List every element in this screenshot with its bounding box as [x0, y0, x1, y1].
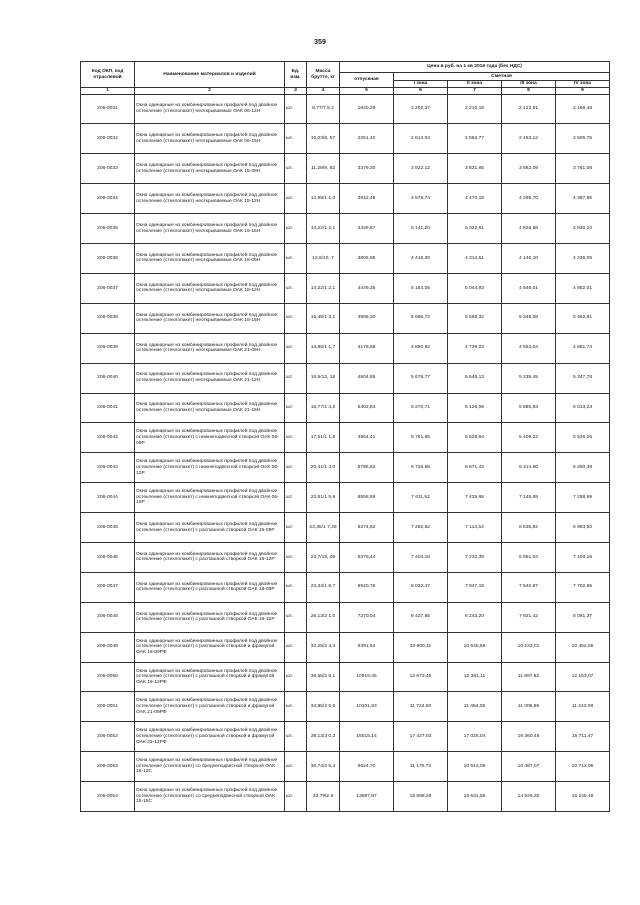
zone-4-price: 2 169,48 — [556, 94, 610, 124]
item-unit: шт. — [285, 752, 307, 782]
zone-2-price: 4 314,51 — [448, 244, 502, 274]
table-row — [81, 333, 610, 363]
zone-3-price: 4 295,70 — [502, 184, 556, 214]
item-name: Окна одинарные из комбинированных профилей под двойное остекление (стеклопакет) неоткрываемые ОАК 15-09Н — [135, 154, 285, 184]
table-row — [81, 124, 610, 154]
item-mass: 34,95/2 6,6 — [307, 692, 340, 722]
item-unit: шт. — [285, 632, 307, 662]
item-code: 206-0052 — [81, 722, 135, 752]
item-name: Окна одинарные из комбинированных профилей под двойное остекление (стеклопакет) неоткрываемые ОАК 15-12Н — [135, 184, 285, 214]
zone-2-price: 15 531,56 — [448, 782, 502, 812]
item-code: 206-0039 — [81, 333, 135, 363]
table-row — [81, 453, 610, 483]
header-release-price: отпускная — [340, 73, 394, 88]
zone-4-price: 6 983,50 — [556, 513, 610, 543]
item-unit: шт. — [285, 273, 307, 303]
column-number: 8 — [502, 88, 556, 95]
item-name: Окна одинарные из комбинированных профилей под двойное остекление (стеклопакет) с распашной створкой и фрамугой ОАК 18-12РФ — [135, 662, 285, 692]
item-mass: 14,22/1 2,1 — [307, 273, 340, 303]
column-number-row — [81, 88, 610, 95]
release-price: 7270,04 — [340, 602, 394, 632]
zone-3-price: 5 409,22 — [502, 423, 556, 453]
item-name: Окна одинарные из комбинированных профилей под двойное остекление (стеклопакет) с распашной створкой ОАК 15-12Р — [135, 542, 285, 572]
item-name: Окна одинарные из комбинированных профилей под двойное остекление (стеклопакет) со среднеподвесной створкой ОАК 15-12С — [135, 752, 285, 782]
release-price: 4429,67 — [340, 214, 394, 244]
item-code: 206-0045 — [81, 513, 135, 543]
zone-1-price: 2 613,04 — [394, 124, 448, 154]
zone-2-price: 5 022,61 — [448, 214, 502, 244]
zone-4-price: 2 505,75 — [556, 124, 610, 154]
zone-4-price: 3 761,08 — [556, 154, 610, 184]
release-price: 3379,30 — [340, 154, 394, 184]
zone-1-price: 3 922,12 — [394, 154, 448, 184]
release-price: 6379,44 — [340, 542, 394, 572]
zone-1-price: 8 437,85 — [394, 602, 448, 632]
zone-1-price: 5 761,85 — [394, 423, 448, 453]
table-row — [81, 752, 610, 782]
zone-3-price: 2 123,61 — [502, 94, 556, 124]
item-mass: 12,6/10, 7 — [307, 244, 340, 274]
zone-1-price: 2 202,37 — [394, 94, 448, 124]
item-unit: шт. — [285, 154, 307, 184]
zone-2-price: 7 435,95 — [448, 483, 502, 513]
zone-1-price: 7 282,52 — [394, 513, 448, 543]
table-row — [81, 542, 610, 572]
column-number: 1 — [81, 88, 135, 95]
column-number: 4 — [307, 88, 340, 95]
zone-2-price: 7 847,19 — [448, 572, 502, 602]
price-table — [80, 61, 610, 812]
release-price: 10919,45 — [340, 662, 394, 692]
item-name: Окна одинарные из комбинированных профилей под двойное остекление (стеклопакет) с нижнеподвесной створкой ОАК 06-15Р — [135, 483, 285, 513]
zone-3-price: 10 233,01 — [502, 632, 556, 662]
item-code: 206-0054 — [81, 782, 135, 812]
item-code: 206-0033 — [81, 154, 135, 184]
item-mass: 12,98/1 1,0 — [307, 184, 340, 214]
zone-3-price: 5 235,45 — [502, 363, 556, 393]
zone-2-price: 2 210,19 — [448, 94, 502, 124]
item-name: Окна одинарные из комбинированных профилей под двойное остекление (стеклопакет) с нижнеподвесной створкой ОАК 06-09Р — [135, 423, 285, 453]
zone-4-price: 12 153,07 — [556, 662, 610, 692]
table-row — [81, 632, 610, 662]
zone-1-price: 7 611,52 — [394, 483, 448, 513]
item-mass: 15,5/13, 16 — [307, 363, 340, 393]
table-row — [81, 602, 610, 632]
table-row — [81, 692, 610, 722]
item-name: Окна одинарные из комбинированных профилей под двойное остекление (стеклопакет) с нижнеподвесной створкой ОАК 06-12Р — [135, 453, 285, 483]
zone-4-price: 8 091,37 — [556, 602, 610, 632]
item-unit: шт. — [285, 214, 307, 244]
zone-2-price: 10 648,68 — [448, 632, 502, 662]
zone-1-price: 4 850,92 — [394, 333, 448, 363]
item-code: 206-0047 — [81, 572, 135, 602]
item-mass: 17,51/1 1,8 — [307, 423, 340, 453]
zone-2-price: 5 565,32 — [448, 303, 502, 333]
item-mass: 20,41/1 4,0 — [307, 453, 340, 483]
zone-3-price: 5 348,08 — [502, 303, 556, 333]
table-row — [81, 184, 610, 214]
release-price: 4908,30 — [340, 303, 394, 333]
release-price: 13697,87 — [340, 782, 394, 812]
item-code: 206-0041 — [81, 393, 135, 423]
item-mass: 11,29/9, 62 — [307, 154, 340, 184]
item-mass: 32,25/2 4,4 — [307, 632, 340, 662]
item-code: 206-0049 — [81, 632, 135, 662]
zone-4-price: 7 298,99 — [556, 483, 610, 513]
item-unit: шт. — [285, 244, 307, 274]
table-row — [81, 782, 610, 812]
zone-2-price: 5 546,13 — [448, 363, 502, 393]
zone-4-price: 11 243,09 — [556, 692, 610, 722]
zone-3-price: 6 951,04 — [502, 542, 556, 572]
item-code: 206-0034 — [81, 184, 135, 214]
item-unit: шт. — [285, 423, 307, 453]
item-mass: 14,22/1 2,1 — [307, 214, 340, 244]
item-name: Окна одинарные из комбинированных профилей под двойное остекление (стеклопакет) с распашной створкой и фрамугой ОАК 21-09РФ — [135, 692, 285, 722]
zone-4-price: 4 235,05 — [556, 244, 610, 274]
release-price: 1840,26 — [340, 94, 394, 124]
header-estimate-price: Сметная — [394, 73, 610, 81]
item-unit: шт. — [285, 333, 307, 363]
item-unit: шт. — [285, 393, 307, 423]
release-price: 4449,35 — [340, 273, 394, 303]
item-code: 206-0032 — [81, 124, 135, 154]
item-mass: 8,77/7,5 2 — [307, 94, 340, 124]
item-code: 206-0046 — [81, 542, 135, 572]
item-code: 206-0044 — [81, 483, 135, 513]
zone-1-price: 4 575,74 — [394, 184, 448, 214]
table-row — [81, 94, 610, 124]
item-unit: шт. — [285, 94, 307, 124]
header-zone-4: IV зона — [556, 81, 610, 88]
item-mass: 26,13/2 1,0 — [307, 602, 340, 632]
zone-1-price: 6 270,71 — [394, 393, 448, 423]
zone-4-price: 4 387,86 — [556, 184, 610, 214]
item-mass: 36,55/2 8,1 — [307, 662, 340, 692]
zone-1-price: 17 427,03 — [394, 722, 448, 752]
release-price: 4964,41 — [340, 423, 394, 453]
release-price: 3805,98 — [340, 244, 394, 274]
item-unit: шт. — [285, 483, 307, 513]
zone-2-price: 12 381,11 — [448, 662, 502, 692]
zone-2-price: 7 233,39 — [448, 542, 502, 572]
item-unit: шт. — [285, 782, 307, 812]
zone-1-price: 4 418,30 — [394, 244, 448, 274]
item-name: Окна одинарные из комбинированных профилей под двойное остекление (стеклопакет) неоткрываемые ОАК 18-12Н — [135, 273, 285, 303]
item-code: 206-0040 — [81, 363, 135, 393]
item-unit: шт. — [285, 692, 307, 722]
table-row — [81, 214, 610, 244]
release-price: 6920,76 — [340, 572, 394, 602]
zone-4-price: 5 462,81 — [556, 303, 610, 333]
zone-2-price: 5 628,94 — [448, 423, 502, 453]
zone-4-price: 7 100,16 — [556, 542, 610, 572]
item-mass: 23,7/19, 06 — [307, 542, 340, 572]
release-price: 5402,84 — [340, 393, 394, 423]
zone-4-price: 4 930,10 — [556, 214, 610, 244]
item-name: Окна одинарные из комбинированных профилей под двойное остекление (стеклопакет) со среднеподвесной створкой ОАК 15-15С — [135, 782, 285, 812]
zone-4-price: 6 450,38 — [556, 453, 610, 483]
zone-3-price: 2 453,12 — [502, 124, 556, 154]
zone-4-price: 6 013,23 — [556, 393, 610, 423]
item-mass: 23,35/1 7,49 — [307, 513, 340, 543]
release-price: 2251,40 — [340, 124, 394, 154]
zone-2-price: 11 454,05 — [448, 692, 502, 722]
zone-3-price: 7 145,69 — [502, 483, 556, 513]
zone-3-price: 7 921,42 — [502, 602, 556, 632]
table-row — [81, 423, 610, 453]
table-row — [81, 662, 610, 692]
zone-2-price: 4 470,19 — [448, 184, 502, 214]
zone-1-price: 12 673,45 — [394, 662, 448, 692]
zone-1-price: 5 164,05 — [394, 273, 448, 303]
item-name: Окна одинарные из комбинированных профилей под двойное остекление (стеклопакет) неоткрываемые ОАК 18-15Н — [135, 303, 285, 333]
item-mass: 13,86/1 1,7 — [307, 333, 340, 363]
item-mass: 33,79/2 8 — [307, 782, 340, 812]
item-unit: шт. — [285, 363, 307, 393]
zone-2-price: 17 025,04 — [448, 722, 502, 752]
zone-1-price: 6 726,58 — [394, 453, 448, 483]
table-row — [81, 483, 610, 513]
table-row — [81, 154, 610, 184]
table-row — [81, 572, 610, 602]
zone-1-price: 7 404,18 — [394, 542, 448, 572]
item-code: 206-0050 — [81, 662, 135, 692]
item-name: Окна одинарные из комбинированных профилей под двойное остекление (стеклопакет) неоткрываемые ОАК 18-09Н — [135, 244, 285, 274]
item-name: Окна одинарные из комбинированных профилей под двойное остекление (стеклопакет) неоткрываемые ОАК 21-12Н — [135, 363, 285, 393]
item-mass: 16,77/1 4,2 — [307, 393, 340, 423]
column-number: 6 — [394, 88, 448, 95]
header-name: Наименование материалов и изделий — [135, 62, 285, 88]
item-name: Окна одинарные из комбинированных профилей под двойное остекление (стеклопакет) неоткрываемые ОАК 06-15Н — [135, 124, 285, 154]
release-price: 6274,82 — [340, 513, 394, 543]
column-number: 7 — [448, 88, 502, 95]
item-unit: шт. — [285, 513, 307, 543]
item-name: Окна одинарные из комбинированных профилей под двойное остекление (стеклопакет) с распашной створкой ОАК 18-09Р — [135, 572, 285, 602]
header-unit: Ед. изм. — [285, 62, 307, 88]
table-row — [81, 722, 610, 752]
header-zone-3: III зона — [502, 81, 556, 88]
release-price: 4179,56 — [340, 333, 394, 363]
item-mass: 10,03/8, 57 — [307, 124, 340, 154]
zone-1-price: 5 696,72 — [394, 303, 448, 333]
item-unit: шт. — [285, 453, 307, 483]
item-code: 206-0031 — [81, 94, 135, 124]
zone-4-price: 5 347,78 — [556, 363, 610, 393]
zone-2-price: 3 831,65 — [448, 154, 502, 184]
zone-3-price: 7 540,87 — [502, 572, 556, 602]
zone-3-price: 5 886,93 — [502, 393, 556, 423]
zone-3-price: 16 360,48 — [502, 722, 556, 752]
zone-3-price: 4 826,58 — [502, 214, 556, 244]
item-code: 206-0037 — [81, 273, 135, 303]
zone-4-price: 15 245,49 — [556, 782, 610, 812]
zone-1-price: 8 032,47 — [394, 572, 448, 602]
column-number: 9 — [556, 88, 610, 95]
item-unit: шт. — [285, 303, 307, 333]
item-unit: шт. — [285, 602, 307, 632]
header-code: Код ОКП, код отраслевой — [81, 62, 135, 88]
zone-3-price: 11 006,95 — [502, 692, 556, 722]
item-name: Окна одинарные из комбинированных профилей под двойное остекление (стеклопакет) с распашной створкой ОАК 18-12Р — [135, 602, 285, 632]
zone-2-price: 8 243,20 — [448, 602, 502, 632]
zone-4-price: 4 952,01 — [556, 273, 610, 303]
item-code: 206-0038 — [81, 303, 135, 333]
zone-1-price: 11 170,72 — [394, 752, 448, 782]
zone-2-price: 6 571,42 — [448, 453, 502, 483]
table-row — [81, 303, 610, 333]
release-price: 10101,83 — [340, 692, 394, 722]
zone-1-price: 5 676,77 — [394, 363, 448, 393]
page-number: 359 — [314, 39, 326, 46]
item-mass: 39,13/3 0,3 — [307, 722, 340, 752]
zone-4-price: 7 702,65 — [556, 572, 610, 602]
item-name: Окна одинарные из комбинированных профилей под двойное остекление (стеклопакет) неоткрываемые ОАК 21-15Н — [135, 393, 285, 423]
release-price: 3942,48 — [340, 184, 394, 214]
item-unit: шт. — [285, 124, 307, 154]
table-row — [81, 363, 610, 393]
item-unit: шт. — [285, 572, 307, 602]
release-price: 4904,95 — [340, 363, 394, 393]
zone-4-price: 5 525,26 — [556, 423, 610, 453]
zone-1-price: 10 900,11 — [394, 632, 448, 662]
column-number: 3 — [285, 88, 307, 95]
item-name: Окна одинарные из комбинированных профилей под двойное остекление (стеклопакет) с распашной створкой и фрамугой ОАК 18-09РФ — [135, 632, 285, 662]
zone-3-price: 11 897,82 — [502, 662, 556, 692]
item-code: 206-0035 — [81, 214, 135, 244]
zone-3-price: 4 554,04 — [502, 333, 556, 363]
zone-2-price: 5 044,93 — [448, 273, 502, 303]
zone-3-price: 4 848,01 — [502, 273, 556, 303]
zone-3-price: 4 146,10 — [502, 244, 556, 274]
item-unit: шт. — [285, 722, 307, 752]
item-code: 206-0036 — [81, 244, 135, 274]
item-name: Окна одинарные из комбинированных профилей под двойное остекление (стеклопакет) неоткрываемые ОАК 06-12Н — [135, 94, 285, 124]
item-mass: 22,81/1 5,9 — [307, 483, 340, 513]
header-mass: Масса брутто, кг — [307, 62, 340, 88]
zone-2-price: 7 114,54 — [448, 513, 502, 543]
zone-4-price: 4 651,74 — [556, 333, 610, 363]
zone-2-price: 6 126,06 — [448, 393, 502, 423]
item-mass: 23,34/1 8,7 — [307, 572, 340, 602]
zone-4-price: 10 712,05 — [556, 752, 610, 782]
item-unit: шт. — [285, 184, 307, 214]
table-row — [81, 393, 610, 423]
item-name: Окна одинарные из комбинированных профилей под двойное остекление (стеклопакет) с распашной створкой ОАК 15-09Р — [135, 513, 285, 543]
header-zone-2: II зона — [448, 81, 502, 88]
item-mass: 30,74/2 5,4 — [307, 752, 340, 782]
item-name: Окна одинарные из комбинированных профилей под двойное остекление (стеклопакет) с распашной створкой и фрамугой ОАК 21-12РФ — [135, 722, 285, 752]
release-price: 9624,70 — [340, 752, 394, 782]
item-code: 206-0043 — [81, 453, 135, 483]
release-price: 5795,62 — [340, 453, 394, 483]
zone-3-price: 3 682,09 — [502, 154, 556, 184]
item-code: 206-0053 — [81, 752, 135, 782]
table-row — [81, 273, 610, 303]
column-number: 5 — [340, 88, 394, 95]
item-unit: шт. — [285, 662, 307, 692]
header-price-title: Цена в руб. на 1 кв 2016 года (без НДС) — [340, 62, 610, 73]
zone-4-price: 16 711,47 — [556, 722, 610, 752]
item-unit: шт. — [285, 542, 307, 572]
zone-3-price: 6 314,90 — [502, 453, 556, 483]
item-code: 206-0051 — [81, 692, 135, 722]
zone-1-price: 5 141,20 — [394, 214, 448, 244]
item-mass: 15,49/1 3,1 — [307, 303, 340, 333]
zone-4-price: 10 452,55 — [556, 632, 610, 662]
item-name: Окна одинарные из комбинированных профилей под двойное остекление (стеклопакет) неоткрываемые ОАК 21-09Н — [135, 333, 285, 363]
item-code: 206-0048 — [81, 602, 135, 632]
zone-3-price: 14 925,30 — [502, 782, 556, 812]
zone-3-price: 10 487,07 — [502, 752, 556, 782]
table-row — [81, 513, 610, 543]
zone-1-price: 11 724,50 — [394, 692, 448, 722]
zone-2-price: 10 913,05 — [448, 752, 502, 782]
header-zone-1: I зона — [394, 81, 448, 88]
item-code: 206-0042 — [81, 423, 135, 453]
column-number: 2 — [135, 88, 285, 95]
release-price: 15015,14 — [340, 722, 394, 752]
release-price: 9391,54 — [340, 632, 394, 662]
item-name: Окна одинарные из комбинированных профилей под двойное остекление (стеклопакет) неоткрываемые ОАК 15-15Н — [135, 214, 285, 244]
zone-2-price: 2 552,77 — [448, 124, 502, 154]
table-row — [81, 244, 610, 274]
release-price: 6558,69 — [340, 483, 394, 513]
zone-3-price: 6 836,82 — [502, 513, 556, 543]
zone-2-price: 4 739,03 — [448, 333, 502, 363]
zone-1-price: 15 898,28 — [394, 782, 448, 812]
